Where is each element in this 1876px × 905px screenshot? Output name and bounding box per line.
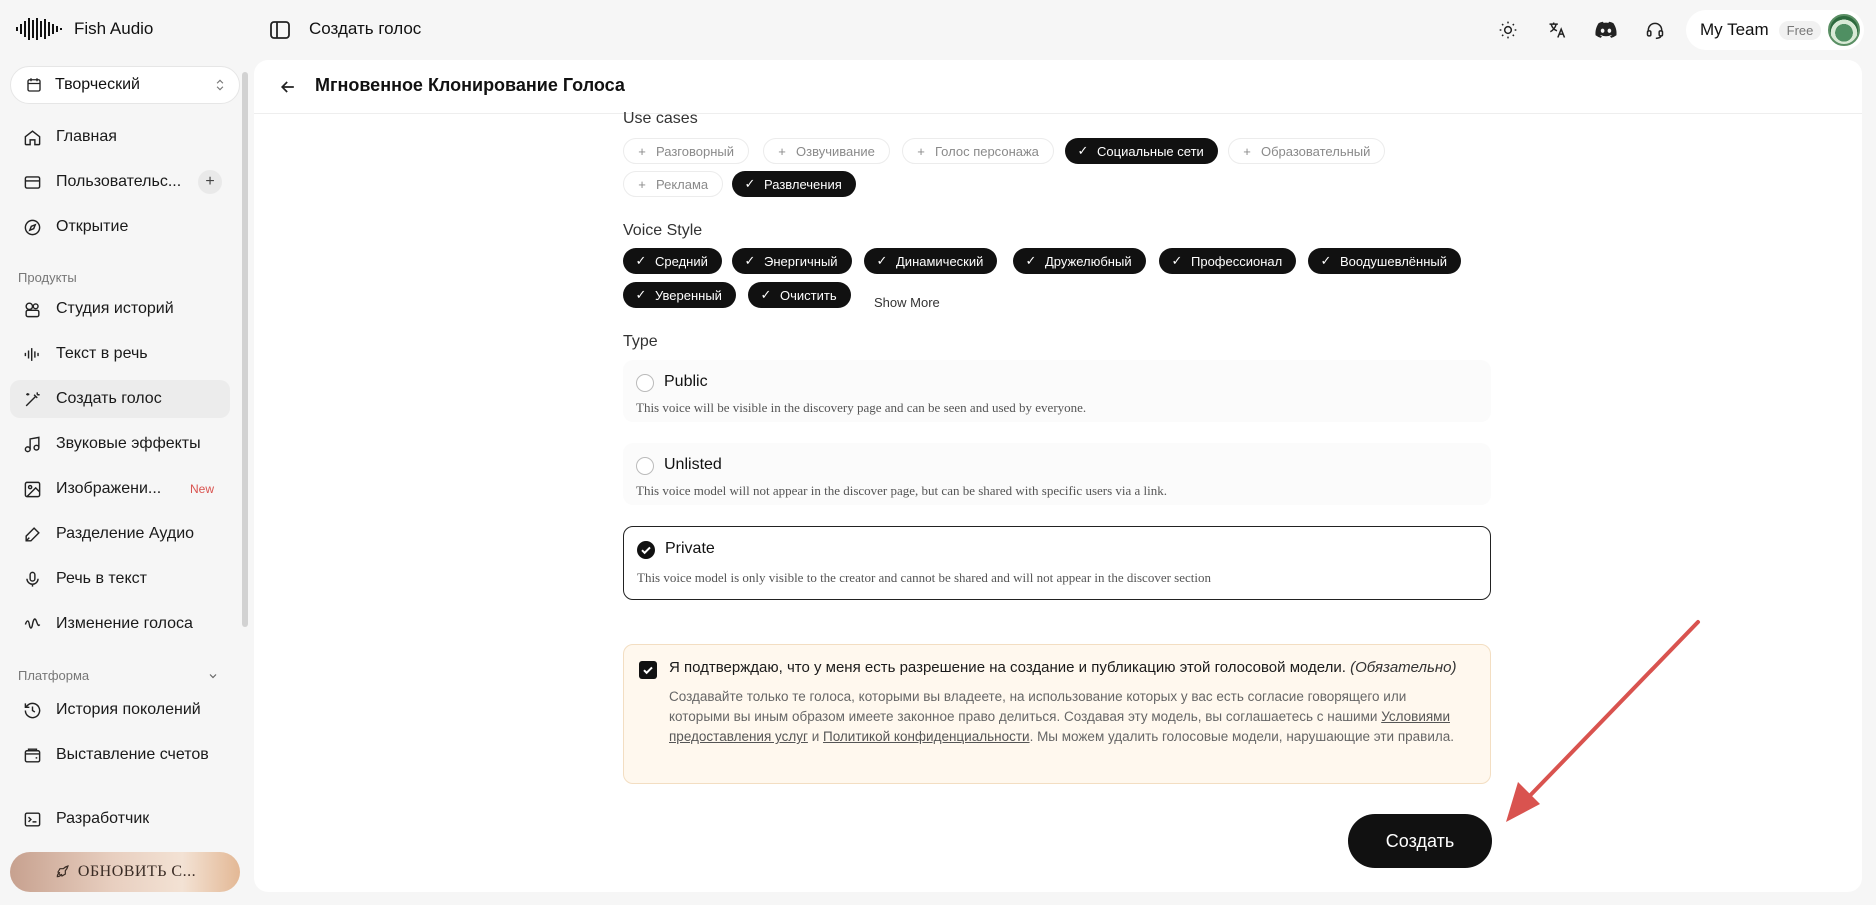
tag-chip[interactable]: + Разговорный [623, 138, 749, 164]
sidebar-item-developer[interactable] [10, 800, 230, 838]
sidebar-item-discover[interactable] [10, 208, 230, 246]
workspace-selector[interactable] [10, 66, 240, 104]
type-option-public[interactable] [623, 360, 1491, 422]
sidebar-item-label: Текст в речь [56, 345, 148, 362]
chevron-updown-icon [213, 78, 227, 92]
logo[interactable] [16, 18, 153, 40]
chip-label: Очистить [780, 287, 837, 303]
upgrade-label: ОБНОВИТЬ С... [77, 863, 197, 880]
terminal-icon [22, 809, 42, 829]
sidebar-item-label: Изображени... [56, 480, 162, 497]
chip-label: Профессионал [1191, 253, 1283, 269]
chip-label: Разговорный [656, 143, 734, 159]
sidebar-item-label: Изменение голоса [56, 615, 193, 632]
sidebar-item-images[interactable] [10, 470, 230, 508]
chip-label: Уверенный [655, 287, 722, 303]
style-chip-selected[interactable]: ✓ Динамический [864, 248, 997, 274]
main-header [254, 60, 1862, 114]
chip-label: Динамический [896, 253, 984, 269]
chip-label: Реклама [656, 176, 709, 192]
sidebar-item-voice-changer[interactable] [10, 605, 230, 643]
page-title: Создать голос [309, 19, 422, 38]
create-button[interactable]: Создать [1348, 814, 1492, 868]
tag-chip[interactable]: + Реклама [623, 171, 723, 197]
type-option-private[interactable] [623, 526, 1491, 600]
chip-label: Дружелюбный [1045, 253, 1132, 269]
radio-button-checked[interactable] [637, 541, 655, 559]
wand-icon [22, 389, 42, 409]
new-badge: New [189, 482, 214, 496]
sidebar-item-home[interactable] [10, 118, 230, 156]
sidebar-item-tts[interactable] [10, 335, 230, 373]
compass-icon [22, 217, 42, 237]
consent-conjunction: и [811, 729, 820, 744]
style-chip-selected[interactable]: ✓ Средний [623, 248, 722, 274]
sidebar-item-story-studio[interactable] [10, 290, 230, 328]
style-chip-selected[interactable]: ✓ Дружелюбный [1013, 248, 1146, 274]
upgrade-button[interactable] [10, 852, 240, 892]
required-marker: (Обязательно) [1350, 659, 1457, 676]
library-icon [22, 172, 42, 192]
team-switcher[interactable] [1686, 10, 1864, 50]
sidebar-item-billing[interactable] [10, 736, 230, 774]
waveform-icon [22, 344, 42, 364]
sidebar-item-sound-effects[interactable] [10, 425, 230, 463]
music-note-icon [22, 434, 42, 454]
sidebar-item-label: Создать голос [56, 390, 162, 407]
top-bar [0, 0, 1876, 60]
chip-label: Средний [655, 253, 708, 269]
scrollbar-thumb[interactable] [242, 72, 248, 627]
sidebar-item-label: Открытие [56, 218, 129, 235]
consent-box [623, 644, 1491, 784]
sidebar-item-label: История поколений [56, 701, 201, 718]
style-chip-selected[interactable]: ✓ Энергичный [732, 248, 852, 274]
tag-chip[interactable]: + Образовательный [1228, 138, 1385, 164]
home-icon [22, 127, 42, 147]
privacy-policy-link[interactable]: Политикой конфиденциальности [823, 729, 1030, 744]
radio-button[interactable] [636, 457, 654, 475]
rocket-icon [54, 864, 70, 880]
section-label-platform: Платформа [18, 668, 90, 683]
sidebar-item-create-voice[interactable] [10, 380, 230, 418]
terms-of-service-link[interactable]: Условиями предоставления услуг [669, 709, 1450, 744]
sidebar-item-label: Студия историй [56, 300, 174, 317]
add-custom-voice-button[interactable]: + [198, 170, 222, 194]
split-icon [22, 524, 42, 544]
calendar-icon [25, 76, 43, 94]
consent-checkbox[interactable] [639, 661, 657, 679]
tag-chip-selected[interactable]: ✓ Развлечения [732, 171, 856, 197]
sidebar-item-custom-voices[interactable] [10, 163, 230, 201]
sidebar-item-label: Выставление счетов [56, 746, 209, 763]
headset-icon[interactable] [1639, 14, 1671, 46]
sidebar-item-label: Главная [56, 128, 117, 145]
discord-icon[interactable] [1590, 14, 1622, 46]
consent-body-text: . Мы можем удалить голосовые модели, нарушающие эти правила. [1029, 729, 1454, 744]
sidebar-item-label: Речь в текст [56, 570, 147, 587]
studio-icon [22, 299, 42, 319]
chip-label: Социальные сети [1097, 143, 1204, 159]
sidebar [0, 60, 250, 905]
chip-label: Воодушевлённый [1340, 253, 1447, 269]
tag-chip[interactable]: + Голос персонажа [902, 138, 1054, 164]
sidebar-item-label: Звуковые эффекты [56, 435, 201, 452]
consent-statement [669, 659, 1456, 676]
consent-details [669, 687, 1459, 747]
sidebar-scrollbar[interactable] [242, 70, 248, 630]
type-description: This voice model will not appear in the discover page, but can be shared with specific users via a link. [636, 483, 1168, 498]
sidebar-item-label: Разделение Аудио [56, 525, 195, 542]
type-description: This voice will be visible in the discovery page and can be seen and used by everyone. [636, 400, 1087, 415]
use-cases-heading: Use cases [623, 110, 698, 127]
style-chip-selected[interactable]: ✓ Очистить [748, 282, 851, 308]
translate-icon[interactable] [1541, 14, 1573, 46]
type-name: Private [665, 540, 715, 557]
radio-button[interactable] [636, 374, 654, 392]
sidebar-item-speech-to-text[interactable] [10, 560, 230, 598]
type-heading: Type [623, 333, 658, 350]
style-chip-selected[interactable]: ✓ Воодушевлённый [1308, 248, 1461, 274]
sidebar-item-history[interactable] [10, 691, 230, 729]
section-label-products: Продукты [18, 270, 77, 285]
history-icon [22, 700, 42, 720]
sun-icon[interactable] [1492, 14, 1524, 46]
back-arrow-icon[interactable] [278, 77, 298, 97]
team-name: My Team [1700, 20, 1769, 39]
tag-chip[interactable]: + Озвучивание [763, 138, 890, 164]
style-chip-selected[interactable]: ✓ Уверенный [623, 282, 736, 308]
style-chip-selected[interactable]: ✓ Профессионал [1159, 248, 1296, 274]
mic-icon [22, 569, 42, 589]
consent-text: Я подтверждаю, что у меня есть разрешение на создание и публикацию этой голосовой модели. [669, 659, 1346, 676]
wallet-icon [22, 745, 42, 765]
workspace-label: Творческий [55, 76, 140, 93]
main-panel [254, 60, 1862, 892]
chip-label: Образовательный [1261, 143, 1371, 159]
type-description: This voice model is only visible to the creator and cannot be shared and will not appear in the discover section [637, 570, 1211, 585]
logo-waveform-icon [16, 18, 64, 40]
plan-badge: Free [1779, 21, 1822, 40]
sidebar-toggle-icon[interactable] [268, 18, 292, 42]
show-more-link[interactable]: Show More [874, 295, 940, 310]
sidebar-item-label: Пользовательс... [56, 173, 182, 190]
voice-change-icon [22, 614, 42, 634]
page-heading: Мгновенное Клонирование Голоса [315, 75, 625, 95]
voice-style-heading: Voice Style [623, 222, 703, 239]
app-name: Fish Audio [74, 19, 154, 38]
type-option-unlisted[interactable] [623, 443, 1491, 505]
chip-label: Озвучивание [796, 143, 875, 159]
type-name: Public [664, 373, 708, 390]
type-name: Unlisted [664, 456, 722, 473]
sidebar-item-label: Разработчик [56, 810, 150, 827]
chevron-down-icon[interactable] [207, 670, 219, 682]
chip-label: Голос персонажа [935, 143, 1039, 159]
image-icon [22, 479, 42, 499]
chip-label: Развлечения [764, 176, 842, 192]
tag-chip-selected[interactable]: ✓ Социальные сети [1065, 138, 1218, 164]
chip-label: Энергичный [764, 253, 838, 269]
avatar[interactable] [1828, 14, 1860, 46]
consent-body-text: Создавайте только те голоса, которыми вы владеете, на использование которых у вас есть согласие говорящего или которыми вы иным образом имеете законное право делиться. Создавая эту модель, вы соглашаетесь с нашими [669, 689, 1407, 724]
sidebar-item-audio-split[interactable] [10, 515, 230, 553]
